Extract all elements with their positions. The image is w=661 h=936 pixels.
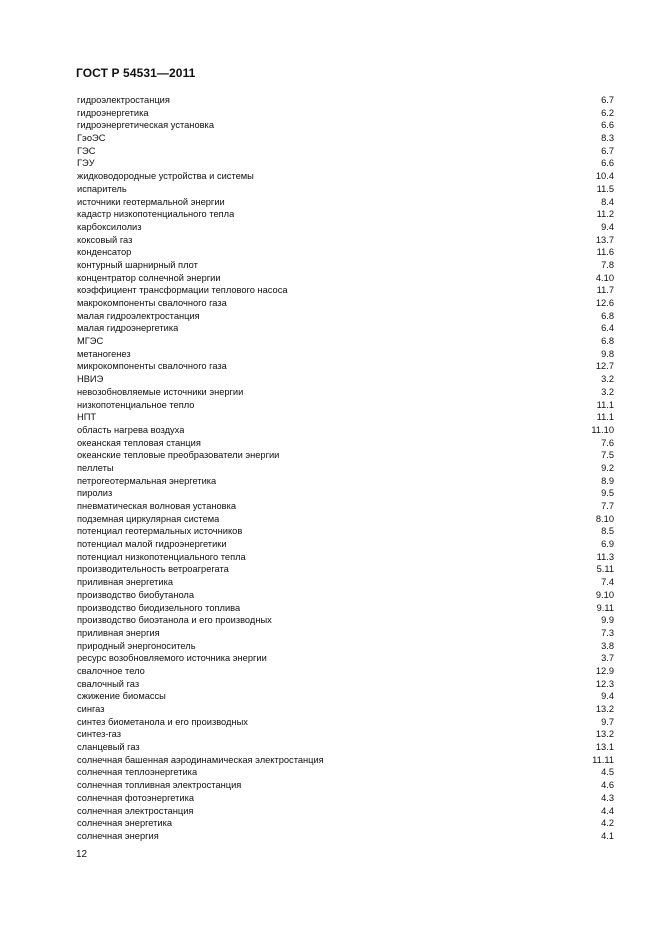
index-term: свалочное тело bbox=[77, 665, 145, 676]
page-number: 12 bbox=[76, 849, 88, 860]
index-reference: 6.6 bbox=[601, 158, 614, 169]
index-reference: 12.6 bbox=[595, 298, 614, 308]
index-reference: 11.10 bbox=[591, 424, 614, 435]
index-reference: 9.4 bbox=[601, 691, 614, 702]
index-entry bbox=[77, 272, 614, 285]
index-entry bbox=[77, 132, 614, 145]
index-reference: 11.2 bbox=[596, 209, 614, 220]
index-term: гидроэнергетика bbox=[77, 107, 149, 118]
index-term: кадастр низкопотенциального тепла bbox=[77, 209, 235, 220]
index-term: конденсатор bbox=[77, 247, 132, 258]
index-entry bbox=[77, 500, 614, 513]
index-term: сжижение биомассы bbox=[77, 691, 166, 702]
document-header bbox=[76, 66, 195, 80]
index-term: потенциал малой гидроэнергетики bbox=[77, 539, 227, 550]
index-term: жидководородные устройства и системы bbox=[77, 171, 254, 182]
index-entry bbox=[77, 297, 614, 310]
index-entry bbox=[77, 234, 614, 247]
index-term: синтез биометанола и его производных bbox=[77, 716, 248, 727]
index-reference: 4.1 bbox=[601, 830, 614, 841]
index-term: производство биобутанола bbox=[77, 589, 195, 600]
index-term: низкопотенциальное тепло bbox=[77, 399, 195, 410]
index-entry bbox=[77, 779, 614, 792]
index-term: солнечная электростанция bbox=[77, 805, 194, 816]
index-term: потенциал низкопотенциального тепла bbox=[77, 551, 246, 562]
index-entry bbox=[77, 170, 614, 183]
index-entry bbox=[77, 716, 614, 729]
index-entry bbox=[77, 563, 614, 576]
index-term: гидроэнергетическая установка bbox=[77, 120, 214, 131]
index-entry bbox=[77, 284, 614, 297]
index-reference: 11.6 bbox=[596, 247, 614, 258]
index-entry bbox=[77, 766, 614, 779]
index-reference: 12.3 bbox=[595, 678, 614, 689]
index-entry bbox=[77, 183, 614, 196]
index-reference: 6.7 bbox=[601, 145, 614, 156]
index-entry bbox=[77, 259, 614, 272]
index-entry bbox=[77, 792, 614, 805]
index-reference: 11.3 bbox=[596, 551, 614, 562]
index-reference: 4.2 bbox=[601, 818, 614, 829]
index-term: производство биоэтанола и его производных bbox=[77, 615, 272, 626]
index-reference: 8.5 bbox=[601, 526, 614, 537]
index-term: МГЭС bbox=[77, 336, 104, 347]
index-entry bbox=[77, 627, 614, 640]
index-entry bbox=[77, 246, 614, 259]
index-entry bbox=[77, 437, 614, 450]
index-reference: 7.7 bbox=[601, 501, 614, 511]
index-entry bbox=[77, 335, 614, 348]
index-reference: 4.3 bbox=[601, 792, 614, 803]
index-entry bbox=[77, 513, 614, 526]
index-entry bbox=[77, 703, 614, 716]
index-entry bbox=[77, 373, 614, 386]
index-term: сингаз bbox=[77, 704, 105, 714]
index-reference: 6.7 bbox=[601, 95, 614, 105]
index-reference: 9.4 bbox=[601, 221, 614, 232]
index-term: метаногенез bbox=[77, 348, 131, 359]
index-reference: 7.6 bbox=[601, 437, 614, 448]
index-term: ГЭС bbox=[77, 145, 96, 156]
index-reference: 12.9 bbox=[595, 665, 614, 676]
index-reference: 12.7 bbox=[595, 361, 614, 372]
index-reference: 9.2 bbox=[601, 462, 614, 473]
index-reference: 6.4 bbox=[601, 323, 614, 334]
index-entry bbox=[77, 754, 614, 767]
index-term: солнечная башенная аэродинамическая электростанция bbox=[77, 754, 324, 765]
index-term: солнечная фотоэнергетика bbox=[77, 792, 195, 803]
index-term: карбоксилолиз bbox=[77, 221, 142, 232]
index-entry bbox=[77, 830, 614, 843]
index-reference: 9.11 bbox=[596, 602, 614, 613]
index-term: источники геотермальной энергии bbox=[77, 196, 225, 207]
index-term: невозобновляемые источники энергии bbox=[77, 386, 244, 397]
index-entry bbox=[77, 145, 614, 158]
index-entry bbox=[77, 94, 614, 107]
index-reference: 8.10 bbox=[595, 513, 614, 524]
index-term: ГЭУ bbox=[77, 158, 95, 169]
index-term: область нагрева воздуха bbox=[77, 424, 185, 435]
index-entry bbox=[77, 360, 614, 373]
index-reference: 4.10 bbox=[595, 272, 614, 283]
index-reference: 3.2 bbox=[601, 386, 614, 397]
index-entry bbox=[77, 196, 614, 209]
index-term: коэффициент трансформации теплового насоса bbox=[77, 285, 288, 296]
index-entry bbox=[77, 487, 614, 500]
index-reference: 13.1 bbox=[595, 742, 614, 753]
index-entry bbox=[77, 449, 614, 462]
index-reference: 11.11 bbox=[592, 754, 614, 765]
index-entry bbox=[77, 208, 614, 221]
index-reference: 3.8 bbox=[601, 640, 614, 651]
index-reference: 7.5 bbox=[601, 450, 614, 461]
index-term: макрокомпоненты свалочного газа bbox=[77, 298, 227, 308]
index-term: ГэоЭС bbox=[77, 133, 106, 144]
index-entry bbox=[77, 690, 614, 703]
index-reference: 7.8 bbox=[601, 259, 614, 270]
index-term: подземная циркулярная система bbox=[77, 513, 220, 524]
index-reference: 4.4 bbox=[601, 805, 614, 816]
index-entry bbox=[77, 576, 614, 589]
index-reference: 6.8 bbox=[601, 336, 614, 347]
index-reference: 9.8 bbox=[601, 348, 614, 359]
index-entry bbox=[77, 538, 614, 551]
index-reference: 11.1 bbox=[596, 399, 614, 410]
index-reference: 6.8 bbox=[601, 310, 614, 321]
index-term: приливная энергетика bbox=[77, 577, 174, 588]
index-term: океанская тепловая станция bbox=[77, 437, 201, 448]
index-reference: 13.7 bbox=[595, 234, 614, 245]
index-entry bbox=[77, 107, 614, 120]
index-entry bbox=[77, 652, 614, 665]
index-reference: 13.2 bbox=[595, 729, 614, 740]
index-entry bbox=[77, 589, 614, 602]
index-entry bbox=[77, 462, 614, 475]
index-reference: 5.11 bbox=[596, 564, 614, 575]
index-term: петрогеотермальная энергетика bbox=[77, 475, 217, 486]
index-term: пеллеты bbox=[77, 462, 114, 473]
index-term: океанские тепловые преобразователи энергии bbox=[77, 450, 280, 461]
index-reference: 11.1 bbox=[596, 412, 614, 423]
index-term: производство биодизельного топлива bbox=[77, 602, 241, 613]
index-reference: 9.7 bbox=[601, 716, 614, 727]
index-entry bbox=[77, 310, 614, 323]
standard-title: ГОСТ Р 54531—2011 bbox=[76, 66, 196, 80]
index-reference: 4.6 bbox=[601, 780, 614, 791]
index-entry bbox=[77, 157, 614, 170]
index-entry bbox=[77, 741, 614, 754]
index-entry bbox=[77, 728, 614, 741]
index-reference: 13.2 bbox=[595, 704, 614, 714]
index-term: ресурс возобновляемого источника энергии bbox=[77, 653, 267, 664]
index-reference: 8.4 bbox=[601, 196, 614, 207]
index-term: потенциал геотермальных источников bbox=[77, 526, 243, 537]
index-entry bbox=[77, 805, 614, 818]
index-entry bbox=[77, 424, 614, 437]
index-entry bbox=[77, 665, 614, 678]
index-term: сланцевый газ bbox=[77, 742, 140, 753]
index-term: концентратор солнечной энергии bbox=[77, 272, 221, 283]
index-term: микрокомпоненты свалочного газа bbox=[77, 361, 227, 372]
index-reference: 7.4 bbox=[601, 577, 614, 588]
index-entry bbox=[77, 678, 614, 691]
index-term: свалочный газ bbox=[77, 678, 140, 689]
index-entry bbox=[77, 399, 614, 412]
index-term: НВИЭ bbox=[77, 374, 104, 385]
index-entry bbox=[77, 602, 614, 615]
index-reference: 3.7 bbox=[601, 653, 614, 664]
index-reference: 6.6 bbox=[601, 120, 614, 131]
index-term: синтез-газ bbox=[77, 729, 121, 740]
index-reference: 9.9 bbox=[601, 615, 614, 626]
index-term: солнечная энергетика bbox=[77, 818, 173, 829]
index-term: производительность ветроагрегата bbox=[77, 564, 229, 575]
index-entry bbox=[77, 525, 614, 538]
index-reference: 6.9 bbox=[601, 539, 614, 550]
index-entry bbox=[77, 817, 614, 830]
index-reference: 9.5 bbox=[601, 488, 614, 499]
index-term: гидроэлектростанция bbox=[77, 95, 170, 105]
index-entry bbox=[77, 640, 614, 653]
index-term: испаритель bbox=[77, 183, 127, 194]
index-term: солнечная энергия bbox=[77, 830, 159, 841]
index-term: пиролиз bbox=[77, 488, 113, 499]
index-entry bbox=[77, 221, 614, 234]
index-reference: 10.4 bbox=[595, 171, 614, 182]
index-term: коксовый газ bbox=[77, 234, 133, 245]
index-term: приливная энергия bbox=[77, 627, 160, 638]
index-reference: 6.2 bbox=[601, 107, 614, 118]
index-entry bbox=[77, 348, 614, 361]
index-entry bbox=[77, 322, 614, 335]
index-reference: 8.3 bbox=[601, 133, 614, 144]
index-reference: 11.5 bbox=[596, 183, 614, 194]
index-term: солнечная теплоэнергетика bbox=[77, 767, 198, 778]
index-reference: 9.10 bbox=[595, 589, 614, 600]
index-entry bbox=[77, 551, 614, 564]
alphabetical-index bbox=[77, 94, 614, 843]
index-reference: 7.3 bbox=[601, 627, 614, 638]
index-entry bbox=[77, 411, 614, 424]
index-term: природный энергоноситель bbox=[77, 640, 196, 651]
index-term: малая гидроэлектростанция bbox=[77, 310, 200, 321]
index-entry bbox=[77, 119, 614, 132]
index-entry bbox=[77, 475, 614, 488]
index-term: пневматическая волновая установка bbox=[77, 501, 237, 511]
index-reference: 11.7 bbox=[596, 285, 614, 296]
index-reference: 4.5 bbox=[601, 767, 614, 778]
index-term: контурный шарнирный плот bbox=[77, 259, 198, 270]
index-reference: 8.9 bbox=[601, 475, 614, 486]
index-reference: 3.2 bbox=[601, 374, 614, 385]
index-term: малая гидроэнергетика bbox=[77, 323, 179, 334]
index-term: НПТ bbox=[77, 412, 97, 423]
index-entry bbox=[77, 614, 614, 627]
index-term: солнечная топливная электростанция bbox=[77, 780, 242, 791]
index-entry bbox=[77, 386, 614, 399]
